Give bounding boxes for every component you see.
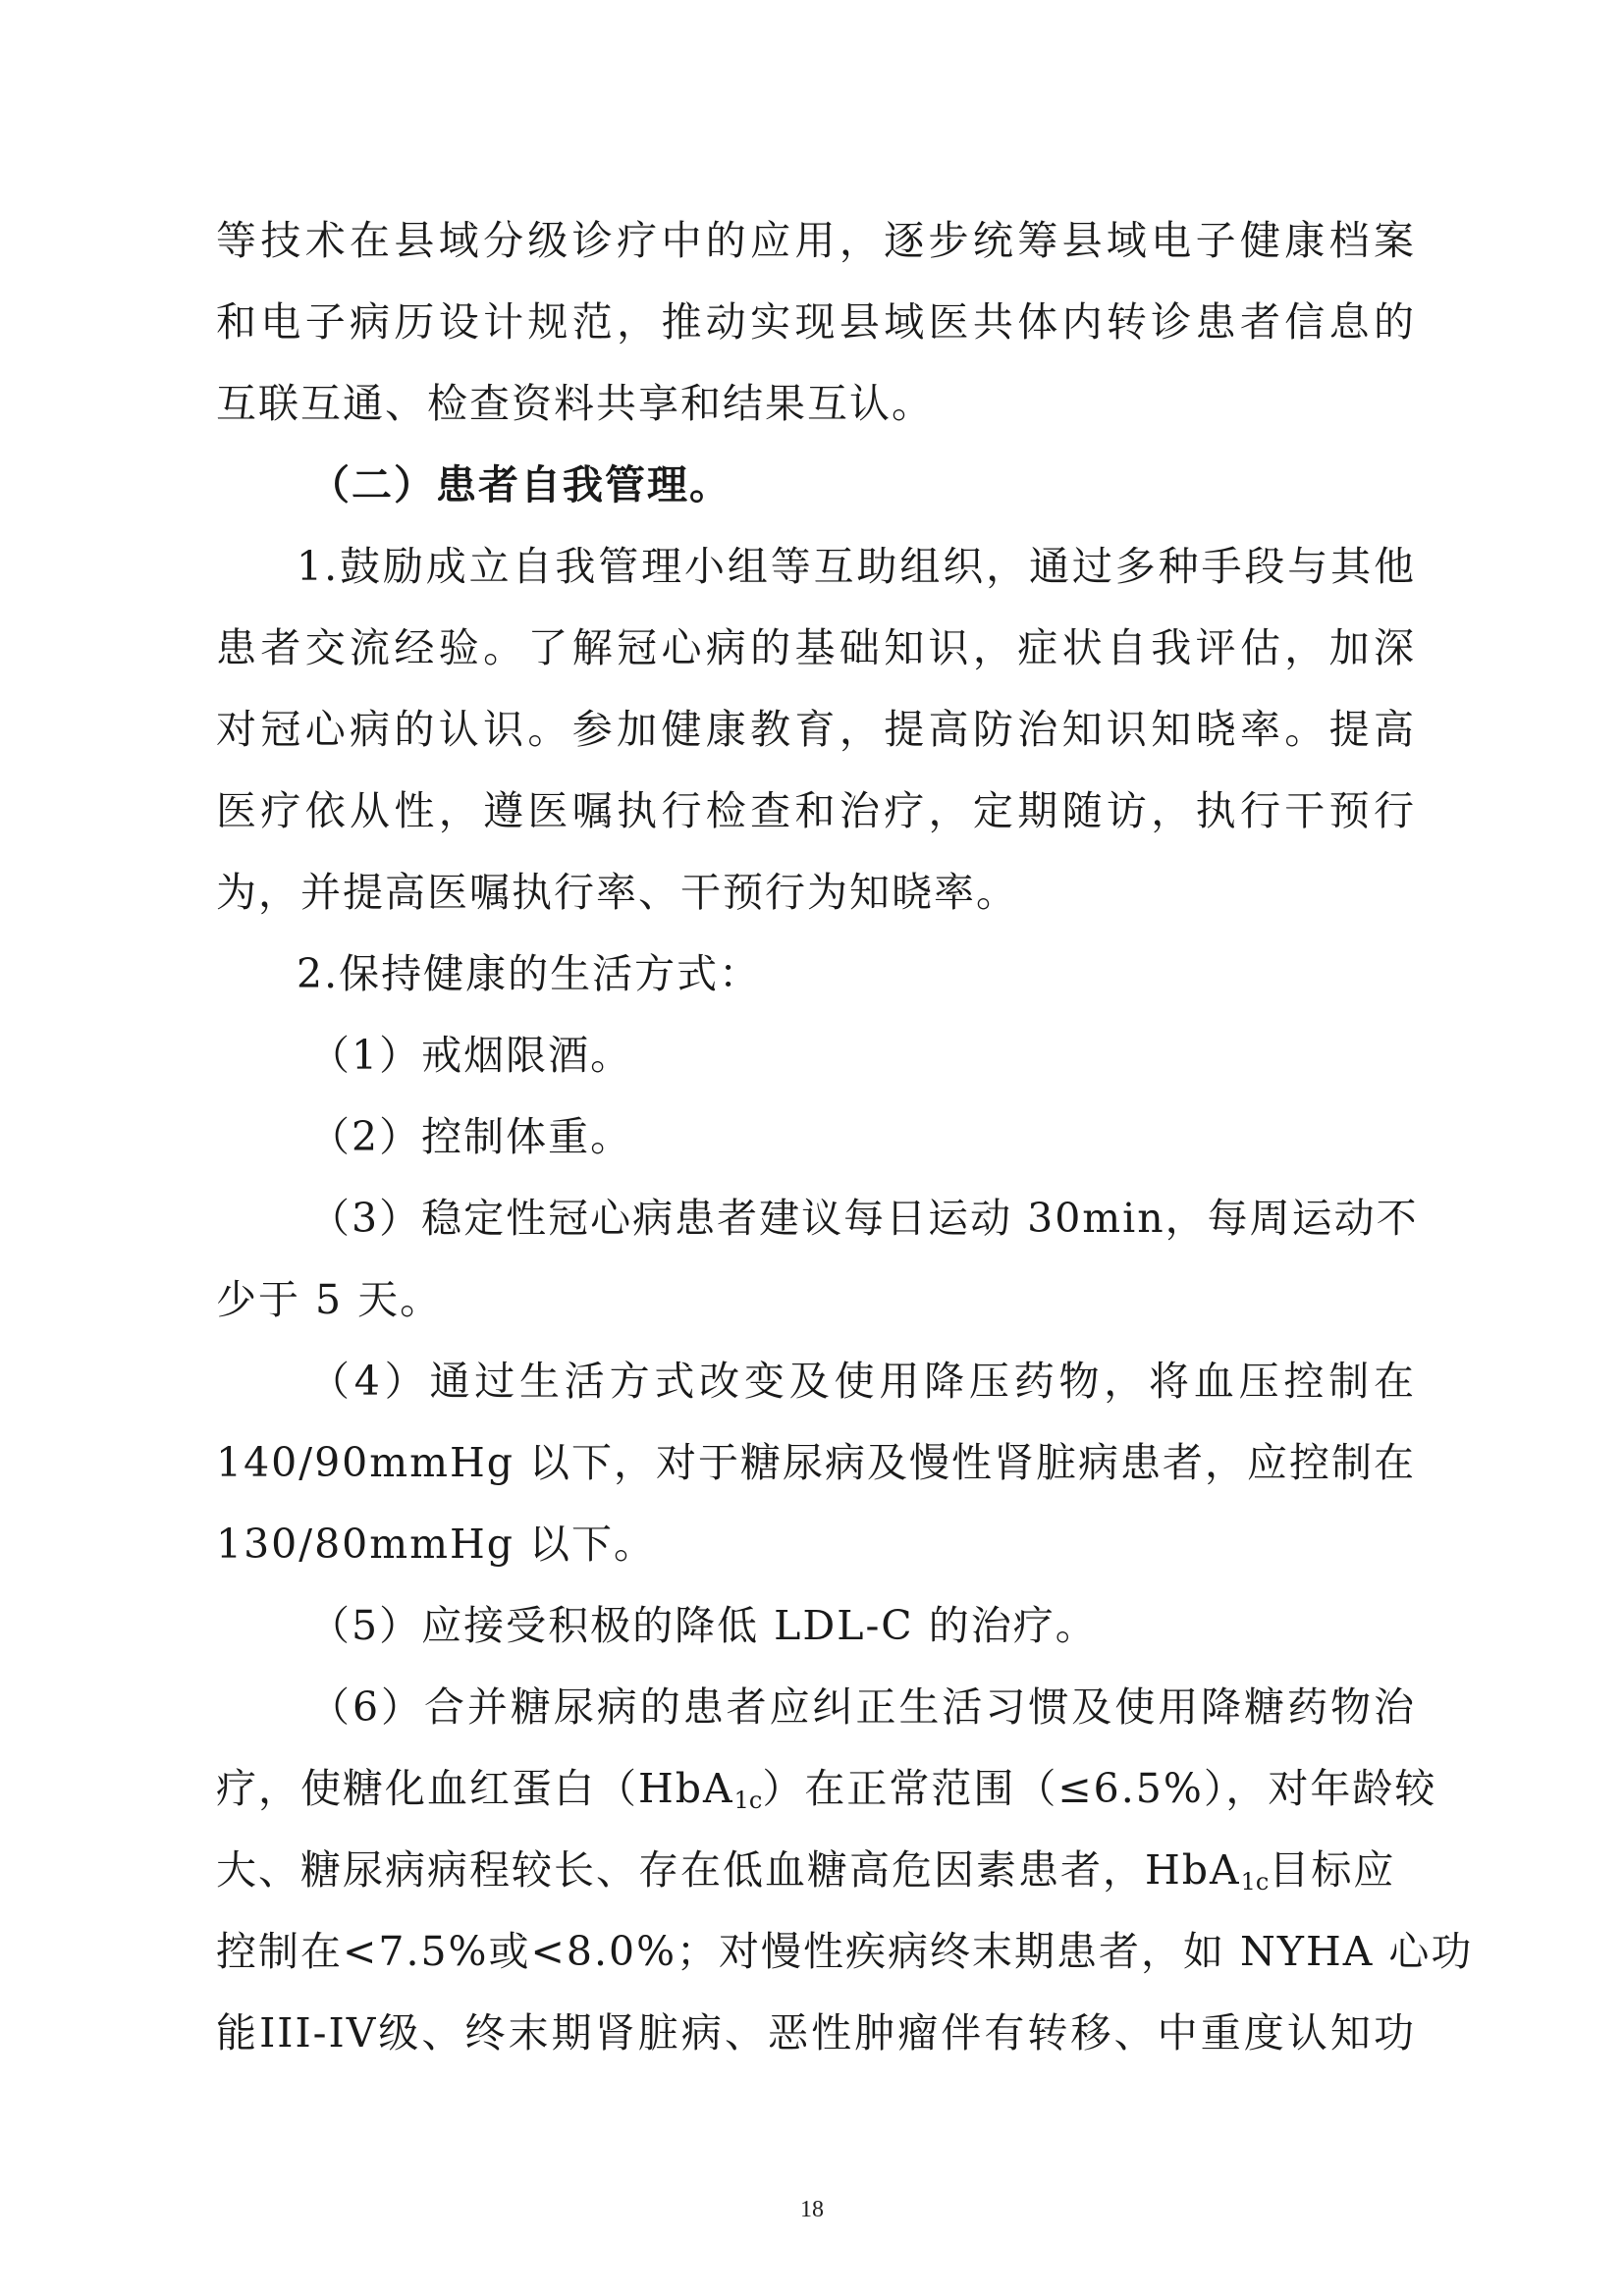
list-item: （6）合并糖尿病的患者应纠正生活习惯及使用降糖药物治 — [309, 1683, 1416, 1731]
paragraph-line: 等技术在县域分级诊疗中的应用，逐步统筹县域电子健康档案 — [216, 217, 1416, 264]
page-number: 18 — [800, 2197, 824, 2222]
paragraph-line — [216, 1841, 1416, 1899]
section-heading: （二）患者自我管理。 — [309, 461, 731, 508]
paragraph-line: 互联互通、检查资料共享和结果互认。 — [216, 380, 934, 427]
list-item: （1）戒烟限酒。 — [309, 1032, 633, 1079]
paragraph-line: 控制在<7.5%或<8.0%；对慢性疾病终末期患者，如 NYHA 心功 — [216, 1928, 1474, 1975]
paragraph-line: 和电子病历设计规范，推动实现县域医共体内转诊患者信息的 — [216, 298, 1416, 346]
list-item: （4）通过生活方式改变及使用降压药物，将血压控制在 — [309, 1358, 1416, 1405]
paragraph-line: 医疗依从性，遵医嘱执行检查和治疗，定期随访，执行干预行 — [216, 787, 1416, 834]
text-segment: ）在正常范围（≤6.5%），对年龄较 — [762, 1765, 1437, 1812]
paragraph-line: 为，并提高医嘱执行率、干预行为知晓率。 — [216, 869, 1018, 916]
text-segment: 大、糖尿病病程较长、存在低血糖高危因素患者，HbA — [216, 1846, 1241, 1894]
paragraph-line: 少于 5 天。 — [216, 1276, 443, 1323]
list-item: （3）稳定性冠心病患者建议每日运动 30min，每周运动不 — [309, 1195, 1419, 1242]
list-item: （5）应接受积极的降低 LDL-C 的治疗。 — [309, 1602, 1098, 1649]
text-segment: 疗，使糖化血红蛋白（HbA — [216, 1765, 734, 1812]
list-heading: 2.保持健康的生活方式： — [297, 950, 762, 997]
paragraph-line: 140/90mmHg 以下，对于糖尿病及慢性肾脏病患者，应控制在 — [216, 1439, 1417, 1486]
paragraph-line: 130/80mmHg 以下。 — [216, 1521, 657, 1568]
paragraph-line: 对冠心病的认识。参加健康教育，提高防治知识知晓率。提高 — [216, 706, 1416, 753]
subscript: 1c — [733, 1787, 763, 1814]
paragraph-line — [216, 1759, 1437, 1818]
subscript: 1c — [1240, 1868, 1270, 1896]
paragraph-line: 1.鼓励成立自我管理小组等互助组织，通过多种手段与其他 — [297, 543, 1416, 590]
paragraph-line: 患者交流经验。了解冠心病的基础知识，症状自我评估，加深 — [216, 624, 1416, 671]
paragraph-line: 能III-IV级、终末期肾脏病、恶性肿瘤伴有转移、中重度认知功 — [216, 2009, 1416, 2056]
list-item: （2）控制体重。 — [309, 1113, 633, 1160]
text-segment: 目标应 — [1269, 1846, 1396, 1894]
